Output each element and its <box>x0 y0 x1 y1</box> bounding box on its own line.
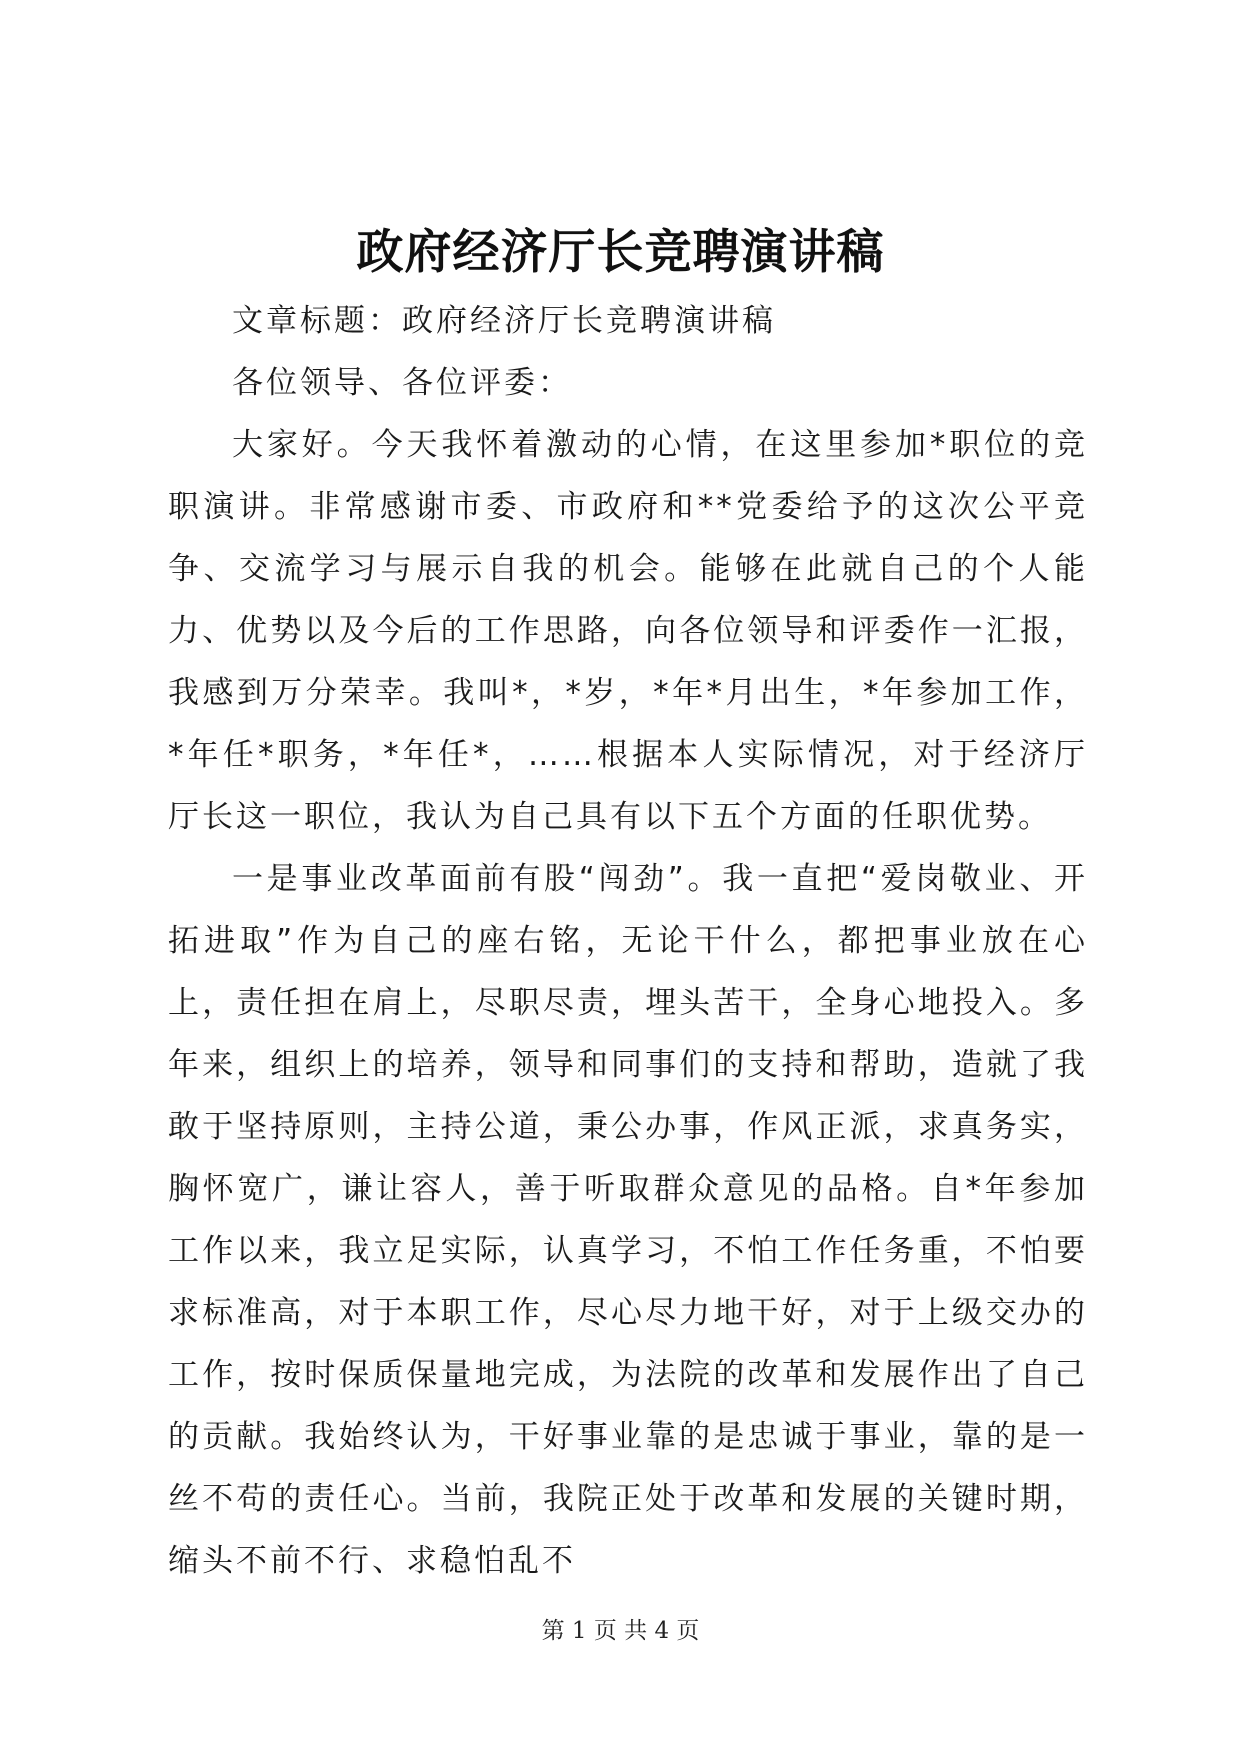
intro-paragraph: 大家好。今天我怀着激动的心情，在这里参加*职位的竞职演讲。非常感谢市委、市政府和**党委给予的这次公平竞争、交流学习与展示自我的机会。能够在此就自己的个人能力、优势以及今后的工作思路，向各位领导和评委作一汇报，我感到万分荣幸。我叫*，*岁，*年*月出生，*年参加工作，*年任*职务，*年任*，……根据本人实际情况，对于经济厅厅长这一职位，我认为自己具有以下五个方面的任职优势。 <box>168 427 1088 835</box>
advantage-one-paragraph: 一是事业改革面前有股“闯劲”。我一直把“爱岗敬业、开拓进取”作为自己的座右铭，无论干什么，都把事业放在心上，责任担在肩上，尽职尽责，埋头苦干，全身心地投入。多年来，组织上的培养，领导和同事们的支持和帮助，造就了我敢于坚持原则，主持公道，秉公办事，作风正派，求真务实，胸怀宽广，谦让容人，善于听取群众意见的品格。自*年参加工作以来，我立足实际，认真学习，不怕工作任务重，不怕要求标准高，对于本职工作，尽心尽力地干好，对于上级交办的工作，按时保质保量地完成，为法院的改革和发展作出了自己的贡献。我始终认为，干好事业靠的是忠诚于事业，靠的是一丝不苟的责任心。当前，我院正处于改革和发展的关键时期，缩头不前不行、求稳怕乱不 <box>168 861 1088 1579</box>
document-body <box>168 290 1088 1592</box>
page-number-footer: 第 1 页 共 4 页 <box>541 1618 700 1644</box>
article-title-line: 文章标题：政府经济厅长竞聘演讲稿 <box>232 303 776 339</box>
document-title: 政府经济厅长竞聘演讲稿 <box>356 225 885 280</box>
salutation: 各位领导、各位评委： <box>232 365 572 401</box>
